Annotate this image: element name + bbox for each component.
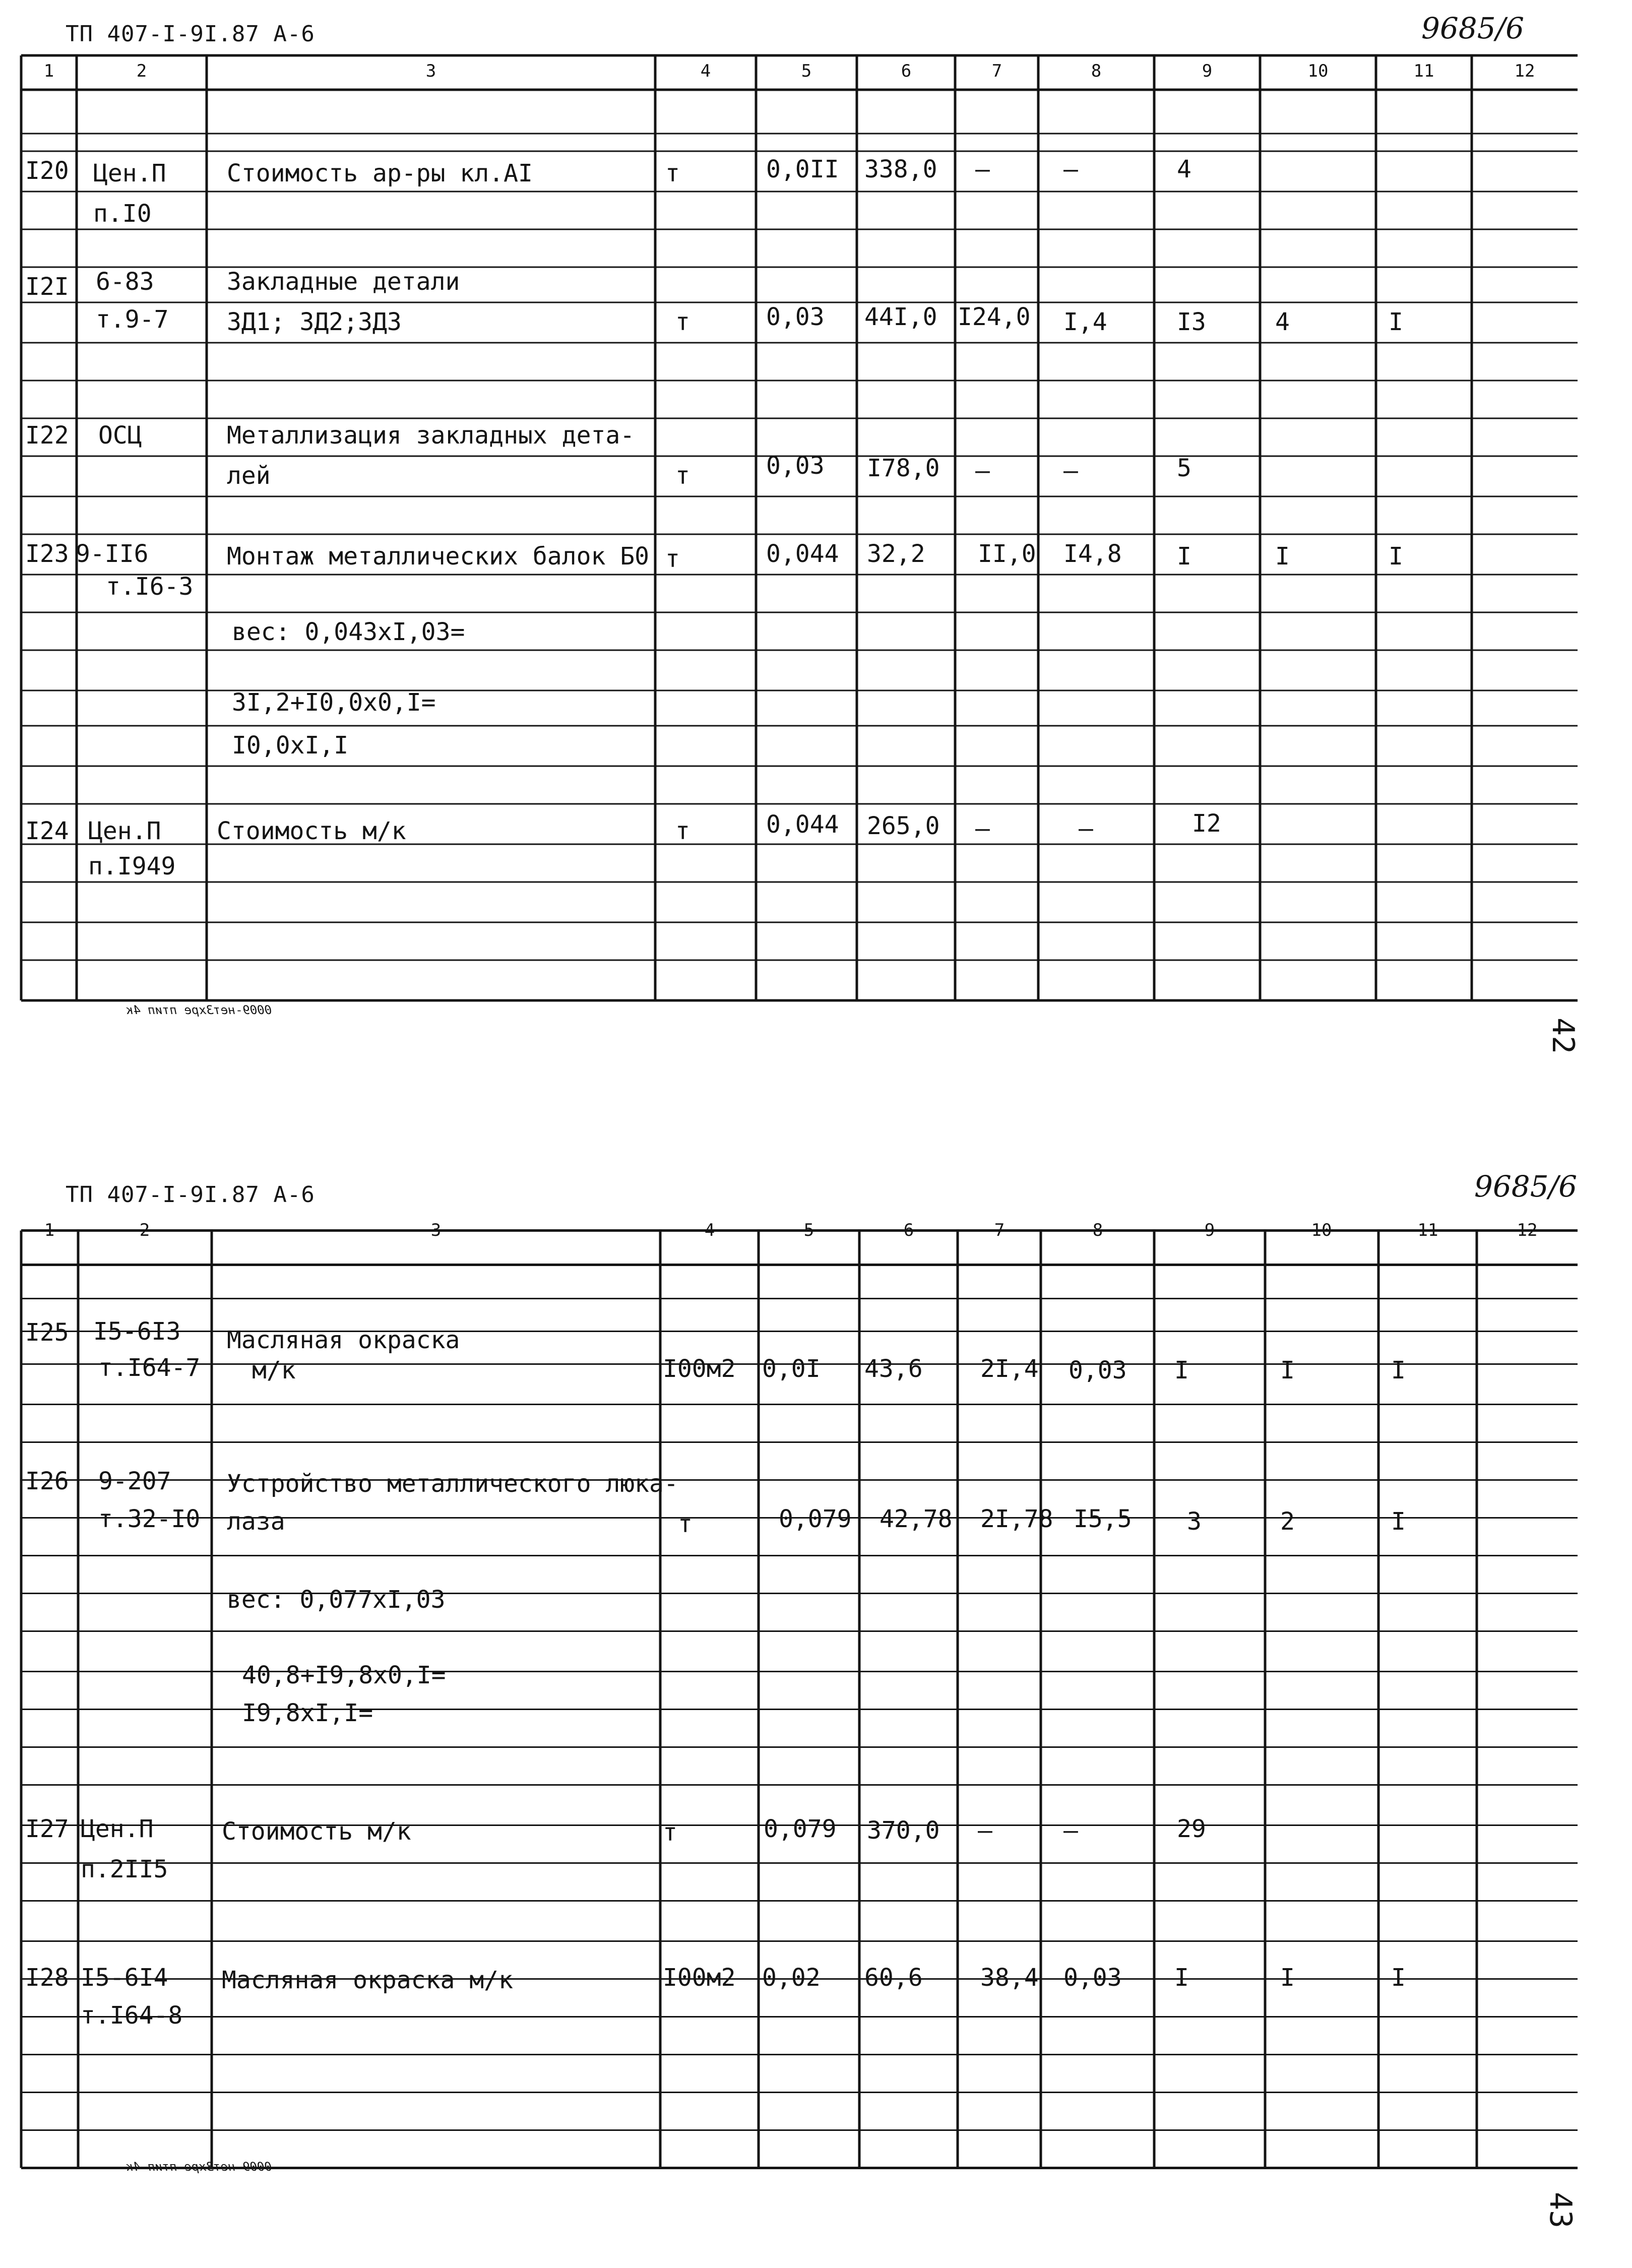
entry-value-7: 2I,4 — [980, 1355, 1039, 1383]
column-number: 4 — [700, 61, 711, 81]
column-number: 11 — [1417, 1220, 1438, 1240]
entry-value-10: 2 — [1280, 1507, 1295, 1536]
entry-value-7: – — [975, 457, 990, 485]
entry-value-8: – — [1063, 457, 1078, 485]
entry-name: Масляная окраска м/к — [222, 1966, 513, 1994]
page-number: 42 — [1545, 1017, 1581, 1054]
column-number: 11 — [1413, 61, 1434, 81]
column-number: 3 — [425, 61, 436, 81]
entry-unit: т — [665, 545, 680, 573]
column-number: 1 — [43, 61, 54, 81]
column-number: 5 — [803, 1220, 814, 1240]
entry-value-6: 60,6 — [864, 1964, 923, 1992]
column-number: 5 — [801, 61, 812, 81]
entry-value-7: I24,0 — [958, 303, 1031, 331]
footer-stamp: 0009-нет3хре птип 4к — [126, 2160, 272, 2174]
entry-name: 3I,2+I0,0х0,I= — [232, 688, 436, 717]
entry-value-11: I — [1391, 1507, 1406, 1536]
entry-value-9: I3 — [1177, 308, 1206, 336]
entry-name: Масляная окраска — [227, 1326, 460, 1354]
entry-name: Стоимость м/к — [222, 1817, 411, 1846]
entry-value-7: – — [975, 155, 990, 183]
column-number: 12 — [1517, 1220, 1538, 1240]
entry-unit: т — [663, 1818, 677, 1847]
column-number: 7 — [991, 61, 1002, 81]
entry-quantity: 0,0I — [762, 1355, 821, 1383]
column-number: 6 — [903, 1220, 914, 1240]
column-number: 6 — [901, 61, 912, 81]
entry-unit: I00м2 — [663, 1355, 736, 1383]
entry-code: 9-II6 — [76, 540, 149, 568]
entry-value-6: 43,6 — [864, 1355, 923, 1383]
column-number: 3 — [430, 1220, 442, 1240]
entry-code: т.I6-3 — [106, 573, 194, 601]
entry-unit: I00м2 — [663, 1964, 736, 1992]
entry-quantity: 0,044 — [766, 540, 839, 568]
entry-value-6: 265,0 — [867, 812, 940, 840]
entry-quantity: 0,079 — [779, 1505, 852, 1533]
entry-value-8: – — [1079, 814, 1093, 843]
entry-value-6: 338,0 — [864, 155, 937, 183]
column-number: 1 — [44, 1220, 55, 1240]
entry-value-11: I — [1391, 1356, 1406, 1384]
sheet-2 — [0, 1159, 1632, 2236]
entry-value-8: – — [1063, 1816, 1078, 1845]
sheet-1 — [0, 0, 1632, 1109]
entry-name: лаза — [227, 1507, 285, 1536]
entry-value-7: 38,4 — [980, 1964, 1039, 1992]
entry-value-9: 29 — [1177, 1815, 1206, 1843]
entry-code: Цен.П — [93, 159, 166, 187]
column-number: 2 — [139, 1220, 150, 1240]
column-number: 9 — [1202, 61, 1213, 81]
entry-value-9: I2 — [1192, 809, 1221, 838]
entry-value-7: 2I,78 — [980, 1505, 1053, 1533]
column-number: 8 — [1092, 1220, 1103, 1240]
entry-unit: т — [678, 1510, 693, 1538]
sheet-ref: 9685/6 — [1421, 11, 1525, 45]
entry-quantity: 0,02 — [762, 1964, 821, 1992]
entry-name: Закладные детали — [227, 268, 460, 296]
entry-code: т.I64-8 — [81, 2001, 183, 2030]
entry-value-6: 32,2 — [867, 540, 925, 568]
entry-value-11: I — [1389, 308, 1403, 336]
column-number: 10 — [1311, 1220, 1332, 1240]
entry-value-10: I — [1275, 542, 1290, 571]
entry-value-10: I — [1280, 1356, 1295, 1384]
entry-value-10: I — [1280, 1964, 1295, 1992]
entry-code: 6-83 — [96, 268, 154, 296]
entry-number: I27 — [25, 1815, 69, 1843]
entry-number: I25 — [25, 1318, 69, 1347]
entry-value-6: 42,78 — [880, 1505, 953, 1533]
entry-quantity: 0,03 — [766, 452, 825, 480]
entry-number: I2I — [25, 273, 69, 301]
column-number: 4 — [704, 1220, 715, 1240]
entry-value-10: 4 — [1275, 308, 1290, 336]
entry-value-9: I — [1174, 1356, 1189, 1384]
column-number: 10 — [1307, 61, 1329, 81]
entry-number: I23 — [25, 540, 69, 568]
entry-code: Цен.П — [88, 817, 161, 845]
entry-code: 9-207 — [98, 1467, 171, 1495]
doc-code: ТП 407-I-9I.87 А-6 — [66, 1182, 315, 1208]
entry-quantity: 0,03 — [766, 303, 825, 331]
sheet-ref: 9685/6 — [1474, 1169, 1578, 1204]
entry-value-6: 44I,0 — [864, 303, 937, 331]
entry-number: I20 — [25, 157, 69, 185]
entry-quantity: 0,0II — [766, 155, 839, 183]
entry-name: I9,8хI,I= — [242, 1699, 373, 1727]
entry-value-7: II,0 — [978, 540, 1036, 568]
entry-unit: т — [675, 462, 690, 490]
doc-code: ТП 407-I-9I.87 А-6 — [66, 21, 315, 47]
entry-value-8: I5,5 — [1074, 1505, 1132, 1533]
entry-unit: т — [675, 817, 690, 845]
column-number: 9 — [1204, 1220, 1215, 1240]
entry-name: 40,8+I9,8х0,I= — [242, 1661, 446, 1689]
entry-value-9: 3 — [1187, 1507, 1202, 1536]
entry-value-7: – — [975, 814, 990, 843]
entry-name: лей — [227, 462, 271, 490]
entry-name: Металлизация закладных дета- — [227, 421, 635, 450]
entry-value-8: 0,03 — [1063, 1964, 1122, 1992]
entry-quantity: 0,044 — [766, 810, 839, 839]
entry-name: I0,0хI,I — [232, 731, 349, 760]
entry-name: вес: 0,043хI,03= — [232, 618, 465, 646]
column-number: 7 — [994, 1220, 1005, 1240]
entry-value-8: I4,8 — [1063, 540, 1122, 568]
column-number: 12 — [1514, 61, 1535, 81]
entry-value-9: I — [1174, 1964, 1189, 1992]
entry-value-6: 370,0 — [867, 1816, 940, 1845]
entry-value-9: 5 — [1177, 454, 1191, 482]
entry-value-6: I78,0 — [867, 454, 940, 482]
entry-quantity: 0,079 — [764, 1815, 837, 1843]
column-number: 2 — [136, 61, 147, 81]
page-number: 43 — [1543, 2191, 1579, 2229]
entry-name: Стоимость м/к — [217, 817, 406, 845]
entry-code: I5-6I4 — [81, 1964, 168, 1992]
entry-name: Стоимость ар-ры кл.АI — [227, 159, 533, 187]
entry-value-8: 0,03 — [1069, 1356, 1127, 1384]
entry-code: Цен.П — [81, 1815, 154, 1843]
entry-value-8: I,4 — [1063, 308, 1107, 336]
entry-code: т.I64-7 — [98, 1354, 201, 1382]
entry-value-9: I — [1177, 542, 1191, 571]
entry-name: Монтаж металлических балок Б0 — [227, 542, 650, 571]
entry-number: I24 — [25, 817, 69, 845]
entry-code: п.I0 — [93, 200, 152, 228]
entry-value-7: – — [978, 1816, 992, 1845]
entry-name: ЗД1; ЗД2;ЗД3 — [227, 308, 402, 336]
entry-code: п.I949 — [88, 852, 176, 880]
entry-unit: т — [675, 308, 690, 336]
entry-number: I28 — [25, 1964, 69, 1992]
entry-code: I5-6I3 — [93, 1317, 181, 1346]
entry-code: т.32-I0 — [98, 1505, 201, 1533]
entry-value-11: I — [1391, 1964, 1406, 1992]
entry-name: м/к — [252, 1356, 296, 1384]
footer-stamp: 0009-нет3хре птип 4к — [126, 1003, 272, 1017]
entry-value-8: – — [1063, 155, 1078, 183]
entry-code: т.9-7 — [96, 305, 169, 334]
entry-name: Устройство металлического люка- — [227, 1470, 678, 1498]
entry-code: п.2II5 — [81, 1855, 168, 1883]
entry-unit: т — [665, 159, 680, 187]
entry-value-9: 4 — [1177, 155, 1191, 183]
column-number: 8 — [1091, 61, 1102, 81]
entry-value-11: I — [1389, 542, 1403, 571]
entry-name: вес: 0,077хI,03 — [227, 1586, 446, 1614]
entry-number: I22 — [25, 421, 69, 450]
entry-number: I26 — [25, 1467, 69, 1495]
entry-code: ОСЦ — [98, 421, 142, 450]
